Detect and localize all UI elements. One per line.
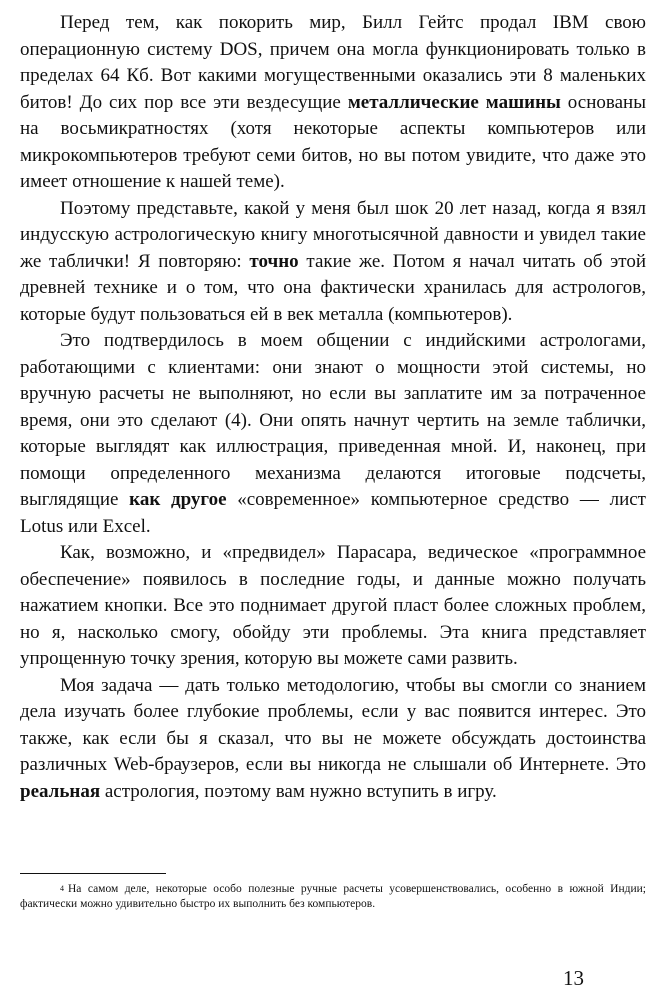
- paragraph-3: [20, 328, 646, 540]
- footnote: [20, 882, 646, 912]
- paragraph-1: [20, 10, 646, 196]
- paragraph-3-text-a: Это подтвердилось в моем общении с индийскими астрологами, работающими с клиентами: они знают о мощности этой системы, но вручную расчеты не выполняют, но если вы заплатите им за потраченное время, они это сделают (4). Они опять начнут чертить на земле таблички, которые выглядят как иллюстрация, приведенная мной. И, наконец, при помощи определенного механизма делаются итоговые подсчеты, выглядящие: [20, 330, 646, 510]
- paragraph-5-text-a: Моя задача — дать только методологию, чтобы вы смогли со знанием дела изучать более глубокие проблемы, если у вас появится интерес. Это также, как если бы я сказал, что вы не можете обсуждать достоинства различных Web-браузеров, если вы никогда не слышали об Интернете. Это: [20, 674, 646, 775]
- paragraph-2: [20, 196, 646, 329]
- page-body: [20, 10, 646, 805]
- footnote-text: На самом деле, некоторые особо полезные ручные расчеты усовершенствовались, особенно в южной Индии; фактически можно удивительно быстро их выполнить без компьютеров.: [20, 883, 646, 910]
- paragraph-4-text: Как, возможно, и «предвидел» Парасара, ведическое «программное обеспечение» появилось в последние годы, и данные можно получать нажатием кнопки. Все это поднимает другой пласт более сложных проблем, но я, насколько смогу, обойду эти проблемы. Эта книга представляет упрощенную точку зрения, которую вы можете сами развить.: [20, 542, 646, 669]
- paragraph-1-text-b: основаны на восьмикратностях (хотя некоторые аспекты компьютеров или микрокомпьютеров требуют семи битов, но вы потом увидите, что даже это имеет отношение к нашей теме).: [20, 91, 646, 192]
- paragraph-2-text-b: такие же. Потом я начал читать об этой древней технике и о том, что она фактически хранилась для астрологов, которые будут пользоваться ей в век металла (компьютеров).: [20, 250, 646, 325]
- paragraph-5: [20, 673, 646, 806]
- paragraph-3-text-b: «современное» компьютерное средство — лист Lotus или Excel.: [20, 489, 646, 537]
- paragraph-5-bold-word: реальная: [20, 780, 101, 802]
- paragraph-1-text-a: Перед тем, как покорить мир, Билл Гейтс продал IBM свою операционную систему DOS, причем она могла функционировать только в пределах 64 Кб. Вот какими могущественными оказались эти 8 маленьких битов! До сих пор все эти вездесущие: [20, 12, 646, 113]
- footnote-marker: 4: [60, 884, 64, 893]
- paragraph-2-text-a: Поэтому представьте, какой у меня был шок 20 лет назад, когда я взял индусскую астрологическую книгу многотысячной давности и увидел такие же таблички! Я повторяю:: [20, 197, 646, 272]
- footnote-divider: [20, 873, 166, 874]
- page-number: 13: [563, 966, 584, 990]
- paragraph-2-bold-word: точно: [249, 250, 299, 272]
- paragraph-4: [20, 540, 646, 673]
- paragraph-5-text-b: астрология, поэтому вам нужно вступить в игру.: [100, 780, 497, 802]
- paragraph-3-bold-phrase: как другое: [129, 489, 227, 510]
- paragraph-1-bold-phrase: металлические машины: [347, 91, 561, 113]
